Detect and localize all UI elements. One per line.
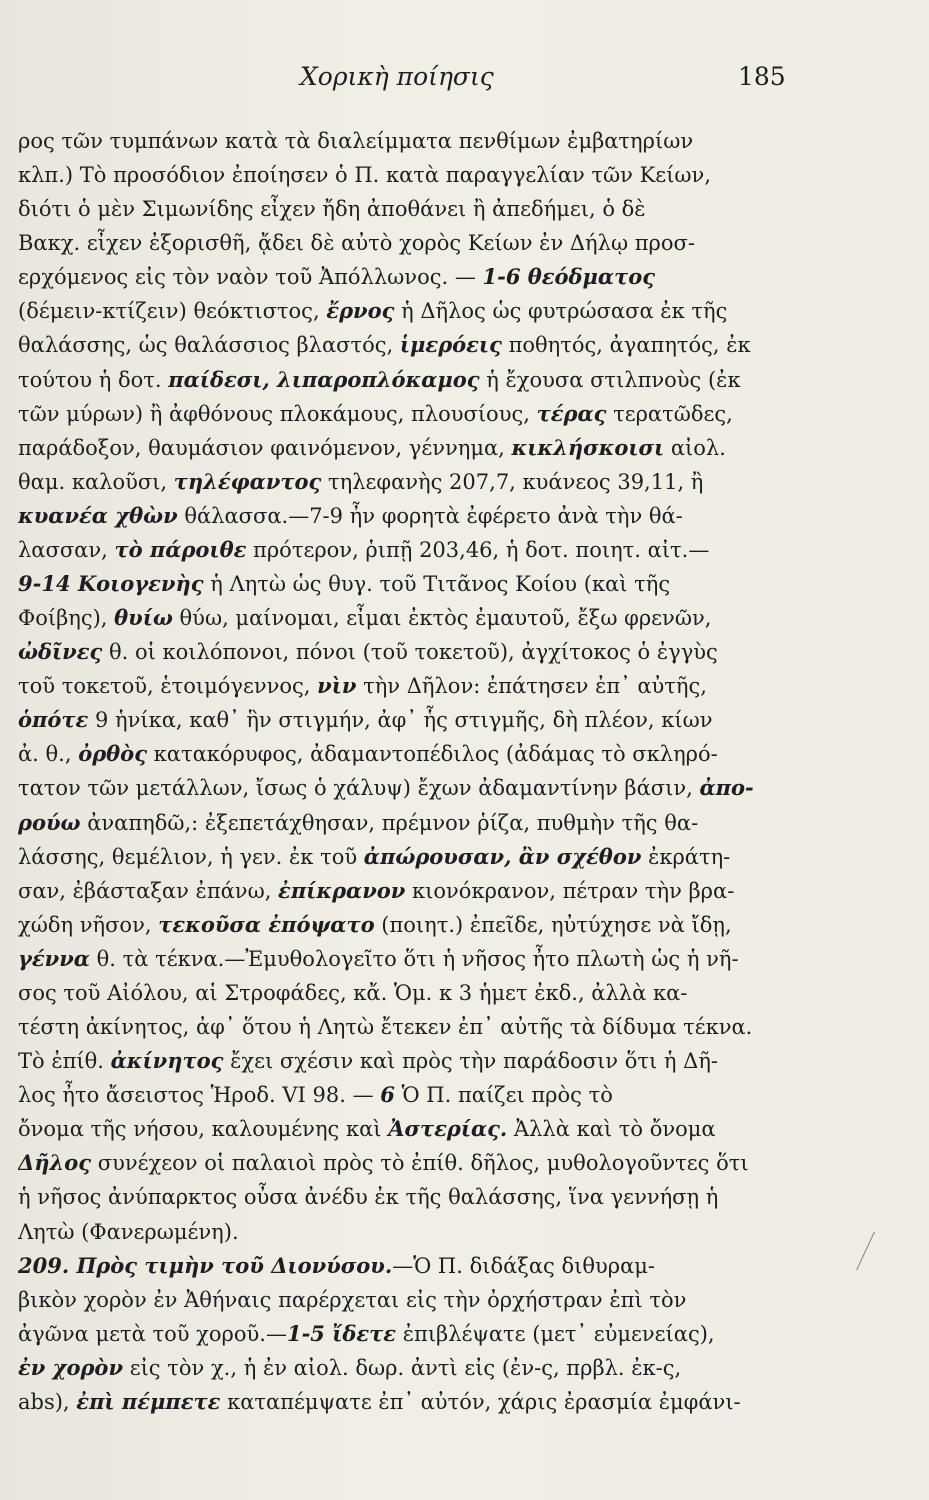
line-emphasis: ἱμερόεις [399, 332, 502, 358]
line-emphasis: ἀπώρουσαν, ἂν σχέθον [363, 843, 642, 869]
text-line [18, 737, 798, 771]
text-line [18, 1180, 798, 1214]
line-emphasis: τεκοῦσα ἐπόψατο [158, 911, 375, 937]
line-text: ἐπιβλέψατε (μετ᾽ εὐμενείας), [396, 1321, 715, 1346]
text-line [18, 124, 798, 158]
line-emphasis: 209. Πρὸς τιμὴν τοῦ Διονύσου. [18, 1252, 393, 1278]
line-emphasis: ἐπίκρανον [278, 877, 406, 903]
text-line [18, 363, 798, 397]
text-line [18, 567, 798, 601]
line-text: ἡ νῆσος ἀνύπαρκτος οὖσα ἀνέδυ ἐκ τῆς θαλάσσης, ἵνα γεννήσῃ ἡ [18, 1185, 719, 1210]
line-text: θ. οἱ κοιλόπονοι, πόνοι (τοῦ τοκετοῦ), ἀγχίτοκος ὁ ἐγγὺς [102, 640, 718, 665]
text-line [18, 1010, 798, 1044]
line-text: ἀναπηδῶ,: ἐξεπετάχθησαν, πρέμνον ῥίζα, πυθμὴν τῆς θα- [80, 810, 699, 835]
line-emphasis: νὶν [317, 673, 357, 699]
line-emphasis: παίδεσι, λιπαροπλόκαμος [168, 366, 480, 392]
line-emphasis: Ἀστερίας. [388, 1116, 508, 1142]
line-text: ὄνομα τῆς νήσου, καλουμένης καὶ [18, 1117, 389, 1142]
line-emphasis: γέννα [18, 945, 90, 971]
running-title: Χορικὴ ποίησις [300, 62, 494, 91]
line-text: κιονόκρανον, πέτραν τὴν βρα- [405, 878, 735, 903]
line-emphasis: ὁπότε [18, 707, 89, 733]
line-emphasis: κικλήσκοισι [511, 434, 665, 460]
text-line [18, 431, 798, 465]
line-emphasis: θυίω [114, 605, 173, 631]
text-line [18, 1385, 798, 1419]
line-emphasis: 6 [380, 1082, 395, 1108]
line-text: παράδοξον, θαυμάσιον φαινόμενον, γέννημα, [18, 435, 512, 460]
line-text: λάσσης, θεμέλιον, ἡ γεν. ἐκ τοῦ [18, 844, 364, 869]
line-text: ἀ. θ., [18, 742, 79, 767]
text-line [18, 874, 798, 908]
line-text: ποθητός, ἀγαπητός, ἐκ [501, 333, 751, 358]
line-text: λος ἦτο ἄσειστος Ἡροδ. VI 98. — [18, 1083, 381, 1108]
line-text: σος τοῦ Αἰόλου, αἱ Στροφάδες, κἄ. Ὁμ. κ 3 ἡμετ ἐκδ., ἀλλὰ κα- [18, 980, 688, 1005]
line-text: καταπέμψατε ἐπ᾽ αὐτόν, χάρις ἐρασμία ἐμφάνι- [220, 1389, 741, 1414]
text-line [18, 942, 798, 976]
line-text: 9 ἡνίκα, καθ᾽ ἣν στιγμήν, ἀφ᾽ ἧς στιγμῆς, δὴ πλέον, κίων [88, 708, 713, 733]
text-line [18, 703, 798, 737]
line-text: ἀγῶνα μετὰ τοῦ χοροῦ.— [18, 1321, 287, 1346]
line-text: σαν, ἐβάσταξαν ἐπάνω, [18, 878, 279, 903]
line-text: (δέμειν-κτίζειν) θεόκτιστος, [18, 299, 327, 324]
margin-mark [856, 1232, 895, 1270]
line-emphasis: ἐπὶ πέμπετε [76, 1388, 221, 1414]
text-line [18, 397, 798, 431]
line-text: τῶν μύρων) ἢ ἀφθόνους πλοκάμους, πλουσίους, [18, 401, 537, 426]
line-text: ἡ Λητὼ ὡς θυγ. τοῦ Τιτᾶνος Κοίου (καὶ τῆς [203, 572, 671, 597]
text-line [18, 328, 798, 362]
line-text: τηλεφανὴς 207,7, κυάνεος 39,11, ἢ [321, 469, 704, 494]
text-line [18, 601, 798, 635]
line-text: ἡ ἔχουσα στιλπνοὺς (ἐκ [479, 367, 741, 392]
line-emphasis: ὀρθὸς [78, 741, 147, 767]
line-text: Φοίβης), [18, 606, 115, 631]
text-line [18, 1112, 798, 1146]
line-text: —Ὁ Π. διδάξας διθυραμ- [392, 1253, 656, 1278]
line-text: κλπ.) Τὸ προσόδιον ἐποίησεν ὁ Π. κατὰ παραγγελίαν τῶν Κείων, [18, 163, 711, 188]
text-line [18, 226, 798, 260]
line-text: Ἀλλὰ καὶ τὸ ὄνομα [507, 1117, 716, 1142]
line-text: τούτου ἡ δοτ. [18, 367, 169, 392]
line-text: θύω, μαίνομαι, εἶμαι ἐκτὸς ἐμαυτοῦ, ἔξω φρενῶν, [172, 606, 712, 631]
text-line [18, 465, 798, 499]
text-line [18, 499, 798, 533]
body-text [18, 124, 798, 1419]
line-emphasis: τὸ πάροιθε [114, 536, 247, 562]
line-text: χώδη νῆσον, [18, 912, 159, 937]
line-emphasis: ρούω [18, 809, 81, 835]
line-text: θ. τὰ τέκνα.—Ἐμυθολογεῖτο ὅτι ἡ νῆσος ἦτο πλωτὴ ὡς ἡ νῆ- [89, 946, 739, 971]
line-text: αἰολ. [664, 435, 726, 460]
text-line [18, 771, 798, 805]
text-line [18, 635, 798, 669]
line-emphasis: ἔρνος [326, 298, 395, 324]
text-line [18, 806, 798, 840]
text-line [18, 1215, 798, 1249]
text-line [18, 1283, 798, 1317]
line-text: λασσαν, [18, 537, 115, 562]
line-text: βικὸν χορὸν ἐν Ἀθήναις παρέρχεται εἰς τὴν ὀρχήστραν ἐπὶ τὸν [18, 1287, 687, 1312]
line-emphasis: ἐν χορὸν [18, 1354, 124, 1380]
line-emphasis: κυανέα χθὼν [18, 502, 178, 528]
text-line [18, 1351, 798, 1385]
line-text: συνέχεον οἱ παλαιοὶ πρὸς τὸ ἐπίθ. δῆλος, μυθολογοῦντες ὅτι [91, 1151, 749, 1176]
line-text: τέστη ἀκίνητος, ἀφ᾽ ὅτου ἡ Λητὼ ἔτεκεν ἐπ᾽ αὐτῆς τὰ δίδυμα τέκνα. [18, 1015, 753, 1040]
text-line [18, 1146, 798, 1180]
line-text: διότι ὁ μὲν Σιμωνίδης εἶχεν ἤδη ἀποθάνει ἢ ἀπεδήμει, ὁ δὲ [18, 197, 646, 222]
line-text: Τὸ ἐπίθ. [18, 1049, 111, 1074]
line-text: ἔχει σχέσιν καὶ πρὸς τὴν παράδοσιν ὅτι ἡ Δῆ- [223, 1049, 719, 1074]
line-emphasis: ἀκίνητος [110, 1048, 224, 1074]
text-line [18, 533, 798, 567]
line-emphasis: 1-6 θεόδματος [482, 264, 656, 290]
line-text: ἐκράτη- [641, 844, 731, 869]
line-text: abs), [18, 1389, 77, 1414]
line-text: τὴν Δῆλον: ἐπάτησεν ἐπ᾽ αὐτῆς, [356, 674, 707, 699]
text-line [18, 840, 798, 874]
text-line [18, 908, 798, 942]
line-emphasis: ἀπο- [699, 775, 754, 801]
line-emphasis: 1-5 ἴδετε [286, 1320, 397, 1346]
line-text: πρότερον, ῥιπῇ 203,46, ἡ δοτ. ποιητ. αἰτ.— [246, 537, 710, 562]
text-line [18, 1317, 798, 1351]
line-text: (ποιητ.) ἐπεῖδε, ηὐτύχησε νὰ ἴδῃ, [374, 912, 732, 937]
line-emphasis: Δῆλος [18, 1150, 92, 1176]
page-header [0, 62, 929, 102]
text-line [18, 1078, 798, 1112]
line-text: θάλασσα.—7-9 ἦν φορητὰ ἐφέρετο ἀνὰ τὴν θά- [177, 503, 683, 528]
line-emphasis: τηλέφαντος [173, 468, 322, 494]
page-number: 185 [738, 62, 786, 91]
line-text: θαλάσσης, ὡς θαλάσσιος βλαστός, [18, 333, 400, 358]
text-line [18, 158, 798, 192]
text-line [18, 192, 798, 226]
line-text: Ὁ Π. παίζει πρὸς τὸ [394, 1083, 613, 1108]
line-text: ερχόμενος εἰς τὸν ναὸν τοῦ Ἀπόλλωνος. — [18, 265, 483, 290]
line-text: ἡ Δῆλος ὡς φυτρώσασα ἐκ τῆς [394, 299, 728, 324]
line-text: τατον τῶν μετάλλων, ἴσως ὁ χάλυψ) ἔχων ἀδαμαντίνην βάσιν, [18, 776, 700, 801]
text-line [18, 1044, 798, 1078]
line-text: εἰς τὸν χ., ἡ ἐν αἰολ. δωρ. ἀντὶ εἰς (ἐν-ς, πρβλ. ἐκ-ς, [123, 1355, 682, 1380]
line-text: κατακόρυφος, ἀδαμαντοπέδιλος (ἀδάμας τὸ σκληρό- [146, 742, 718, 767]
text-line [18, 1249, 798, 1283]
line-text: Λητὼ (Φανερωμένη). [18, 1219, 239, 1244]
text-line [18, 669, 798, 703]
text-line [18, 976, 798, 1010]
line-text: τερατῶδες, [606, 401, 733, 426]
line-text: θαμ. καλοῦσι, [18, 469, 174, 494]
line-emphasis: 9-14 Κοιογενὴς [18, 571, 204, 597]
line-text: τοῦ τοκετοῦ, ἑτοιμόγεννος, [18, 674, 318, 699]
line-text: Βακχ. εἶχεν ἐξορισθῆ, ᾄδει δὲ αὐτὸ χορὸς Κείων ἐν Δήλῳ προσ- [18, 231, 695, 256]
line-emphasis: ὠδῖνες [18, 639, 103, 665]
text-line [18, 294, 798, 328]
line-emphasis: τέρας [536, 400, 607, 426]
text-line [18, 260, 798, 294]
line-text: ρος τῶν τυμπάνων κατὰ τὰ διαλείμματα πενθίμων ἐμβατηρίων [18, 129, 694, 153]
